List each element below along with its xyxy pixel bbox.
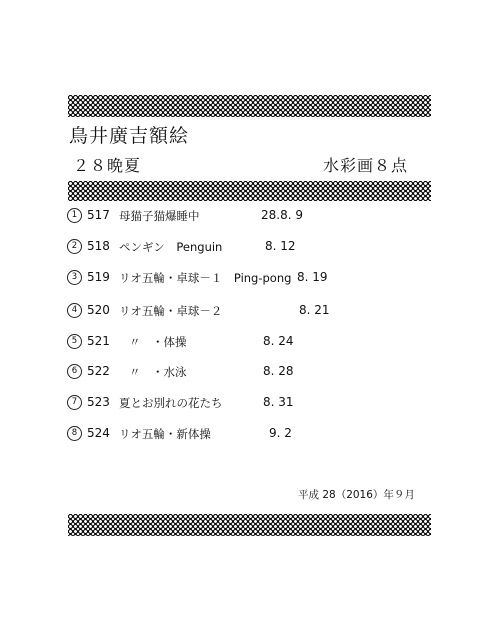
item-date: 28.8. 9 [261, 208, 303, 222]
list-item [67, 239, 296, 255]
item-number: 519 [87, 270, 110, 284]
circled-number: 2 [67, 239, 82, 254]
list-item [67, 334, 294, 350]
item-title: リオ五輪・新体操 [119, 427, 211, 441]
item-number: 523 [87, 395, 110, 409]
item-title: リオ五輪・卓球－２ [119, 304, 223, 318]
list-item [67, 364, 294, 380]
count-subtitle: 水彩画８点 [323, 156, 409, 175]
circled-number: 4 [67, 303, 82, 318]
item-title: 夏とお別れの花たち [119, 396, 223, 410]
item-date: 8. 21 [299, 303, 330, 317]
item-number: 518 [87, 239, 110, 253]
date-footer: 平成 28（2016）年９月 [298, 489, 415, 501]
item-number: 517 [87, 208, 110, 222]
item-date: 8. 31 [263, 395, 294, 409]
decorative-band-middle [68, 181, 431, 201]
item-number: 524 [87, 426, 110, 440]
decorative-band-top [68, 95, 431, 117]
item-title: ペンギン Penguin [119, 240, 223, 254]
circled-number: 3 [67, 270, 82, 285]
item-title: リオ五輪・卓球－１ Ping-pong [119, 271, 292, 285]
item-date: 8. 19 [297, 270, 328, 284]
item-title: 母猫子猫爆睡中 [119, 209, 200, 223]
list-item [67, 426, 292, 442]
circled-number: 1 [67, 208, 82, 223]
item-date: 9. 2 [269, 426, 292, 440]
circled-number: 6 [67, 364, 82, 379]
season-subtitle: ２８晩夏 [73, 156, 142, 175]
item-number: 522 [87, 364, 110, 378]
list-item [67, 270, 328, 286]
item-date: 8. 12 [265, 239, 296, 253]
item-title: 〃 ・水泳 [129, 365, 187, 379]
list-item [67, 395, 294, 411]
list-item [67, 208, 303, 224]
item-number: 520 [87, 303, 110, 317]
circled-number: 5 [67, 334, 82, 349]
page-title: 鳥井廣吉額絵 [69, 125, 190, 147]
item-title: 〃 ・体操 [129, 335, 187, 349]
item-date: 8. 28 [263, 364, 294, 378]
item-date: 8. 24 [263, 334, 294, 348]
decorative-band-bottom [68, 514, 431, 536]
list-item [67, 303, 330, 319]
circled-number: 8 [67, 426, 82, 441]
circled-number: 7 [67, 395, 82, 410]
item-number: 521 [87, 334, 110, 348]
